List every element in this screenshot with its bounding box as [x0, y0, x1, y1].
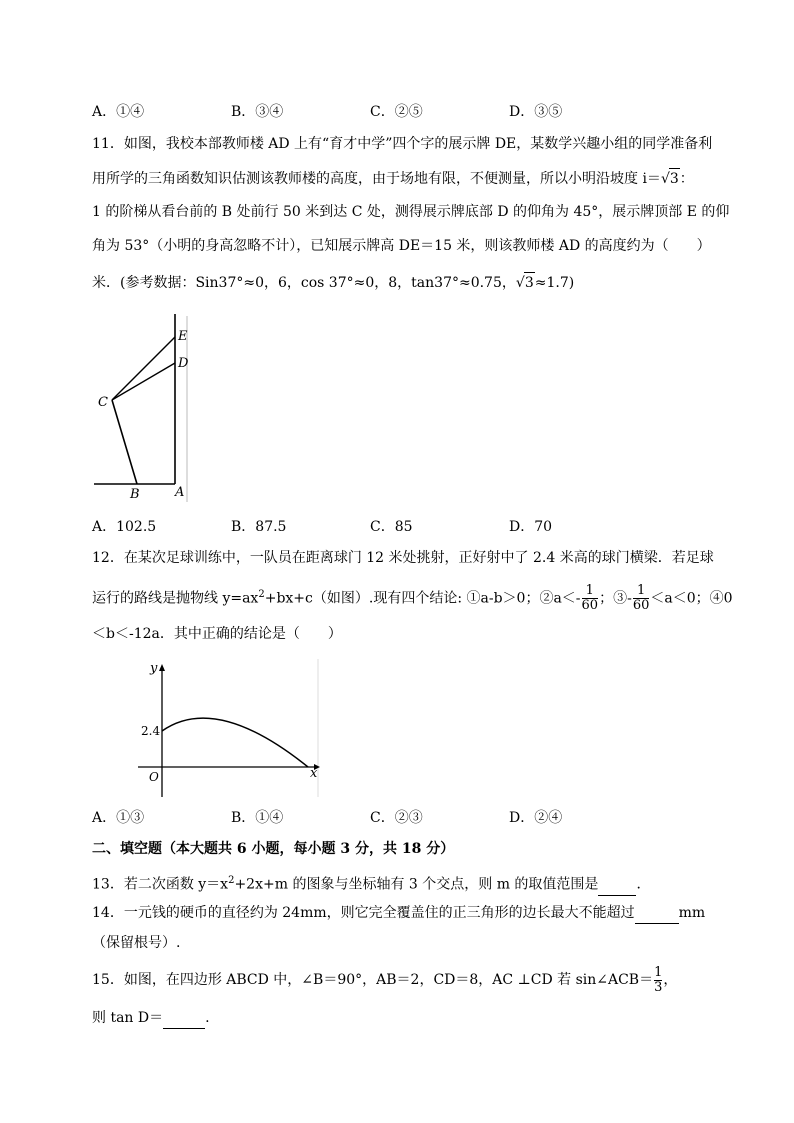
origin-label: O — [149, 770, 159, 784]
label-b: B — [130, 487, 140, 502]
q13-line: 13．若二次函数 $y=x^2+2x+m$ 的图象与坐标轴有 3 个交点，则 m 的取值范围是 ． — [92, 871, 650, 896]
x-axis-label: x — [310, 766, 318, 781]
fraction: $\frac{1}{60}$ — [581, 583, 599, 614]
q12-line-3: ＜b＜-12a．其中正确的结论是（ ） — [92, 626, 342, 642]
q11-option-b: B．87.5 — [231, 519, 287, 535]
q11-option-c: C．85 — [370, 519, 413, 535]
label-c: C — [98, 395, 108, 410]
q11-option-d: D．70 — [509, 519, 553, 535]
sqrt-radicand: 3 — [669, 168, 680, 189]
answer-blank — [163, 1008, 205, 1029]
q12-option-c: C．②③ — [370, 810, 423, 826]
q11-line-3: 1 的阶梯从看台前的 B 处前行 50 米到达 C 处，测得展示牌底部 D 的仰角为 45°，展示牌顶部 E 的仰 — [92, 204, 730, 220]
q12-option-a: A．①③ — [92, 810, 145, 826]
q12-option-d: D．②④ — [509, 810, 563, 826]
q10-option-b: B．③④ — [231, 104, 284, 120]
q10-option-a: A．①④ — [92, 104, 145, 120]
answer-blank — [598, 875, 636, 896]
label-d: D — [178, 356, 189, 371]
q12-line-2: 运行的路线是抛物线 $y=ax^2+bx+c$（如图）.现有四个结论: ①a-b＞0；②a＜- $\frac{1}{60}$ ；③- $\frac{1}{60}$ ＜a＜0；④0 — [92, 583, 733, 614]
q10-option-c: C．②⑤ — [370, 104, 423, 120]
sqrt-radicand: 3 — [524, 272, 535, 293]
y-axis-label: y — [150, 661, 158, 676]
q11-line-5: 米．(参考数据：Sin37°≈0，6，cos 37°≈0，8，tan37°≈0.75，√3≈1.7) — [92, 272, 574, 293]
q11-line-1: 11．如图，我校本部教师楼 AD 上有“育才中学”四个字的展示牌 DE，某数学兴趣小组的同学准备利 — [92, 136, 713, 152]
q11-options — [92, 516, 692, 536]
y-tick-label: 2.4 — [141, 724, 161, 738]
q11-line-2: 用所学的三角函数知识估测该教师楼的高度，由于场地有限，不便测量，所以小明沿坡度 i＝√3： — [92, 168, 694, 189]
q12-line-1: 12．在某次足球训练中，一队员在距离球门 12 米处挑射，正好射中了 2.4 米高的球门横梁．若足球 — [92, 550, 714, 566]
q12-options — [92, 807, 692, 827]
q11-line-4: 角为 53°（小明的身高忽略不计），已知展示牌高 DE＝15 米，则该教师楼 AD 的高度约为（ ） — [92, 238, 711, 254]
section-title: 二、填空题（本大题共 6 小题，每小题 3 分，共 18 分） — [92, 841, 455, 857]
label-a: A — [175, 485, 185, 500]
fraction: $\frac{1}{3}$ — [654, 964, 663, 995]
q11-building-figure — [92, 306, 196, 504]
q11-option-a: A．102.5 — [92, 519, 157, 535]
q15-line-1: 15．如图，在四边形 ABCD 中，∠B＝90°，AB＝2，CD＝8，AC ⊥CD 若 sin∠ACB＝ $\frac{1}{3}$ ， — [92, 964, 678, 995]
q14-line-2: （保留根号）. — [92, 935, 181, 951]
q10-option-d: D．③⑤ — [509, 104, 563, 120]
answer-blank — [635, 903, 679, 924]
label-e: E — [178, 329, 188, 344]
q15-line-2: 则 tan D＝ . — [92, 1008, 210, 1029]
fraction: $\frac{1}{60}$ — [632, 583, 650, 614]
q10-options — [92, 101, 692, 121]
q12-parabola-graph — [138, 657, 324, 799]
q14-line-1: 14．一元钱的硬币的直径约为 24mm，则它完全覆盖住的正三角形的边长最大不能超过 mm — [92, 903, 705, 924]
q12-option-b: B．①④ — [231, 810, 284, 826]
